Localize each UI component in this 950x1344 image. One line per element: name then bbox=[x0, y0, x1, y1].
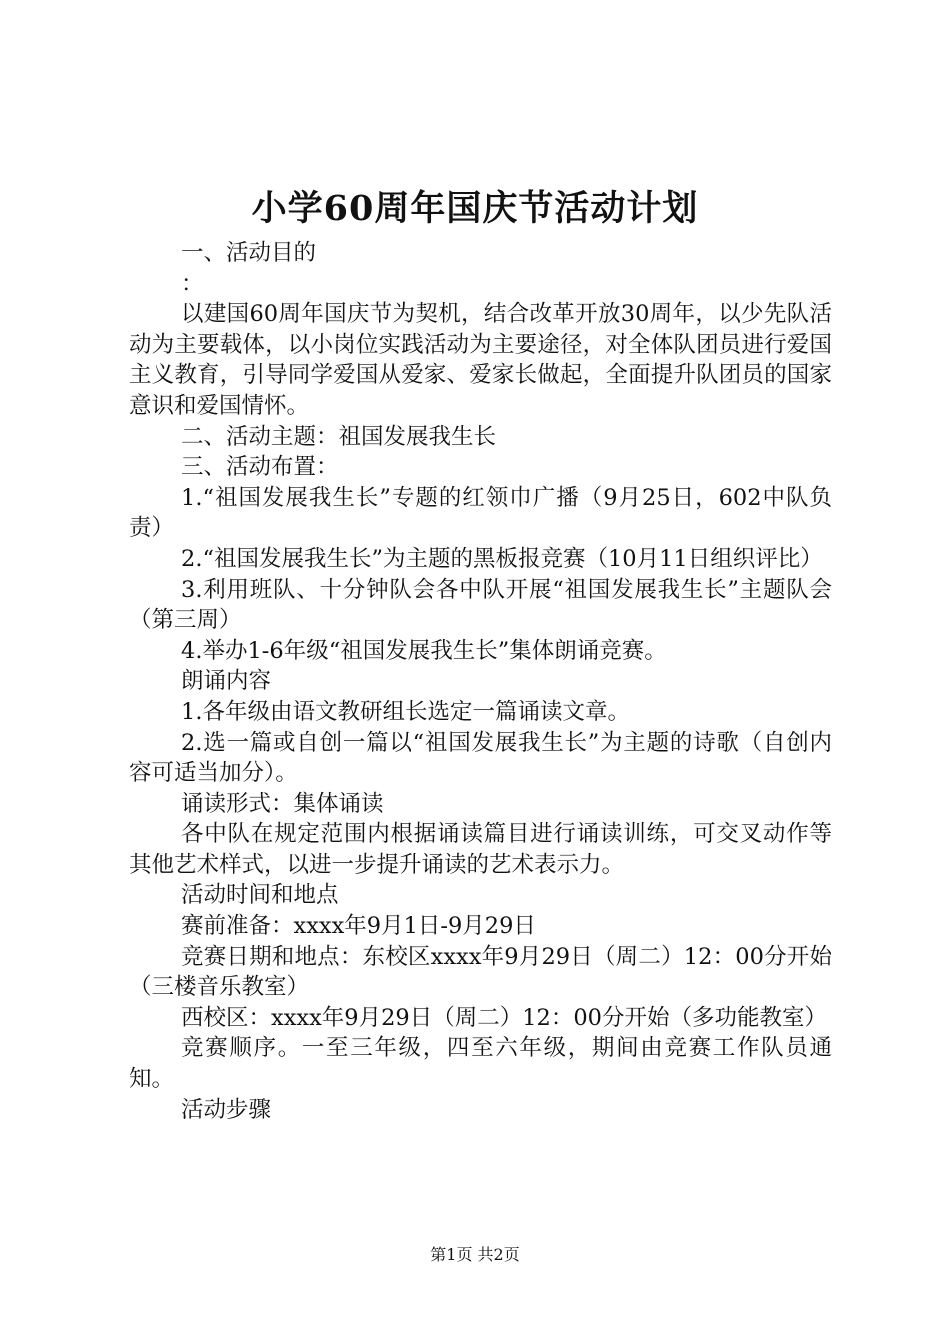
list-item-broadcast: 1.“祖国发展我生长”专题的红领巾广播（9月25日，602中队负责） bbox=[129, 484, 832, 542]
list-item-blackboard: 2.“祖国发展我生长”为主题的黑板报竞赛（10月11日组织评比） bbox=[181, 545, 823, 572]
paragraph-east-campus: 竞赛日期和地点：东校区xxxx年9月29日（周二）12：00分开始（三楼音乐教室） bbox=[129, 943, 832, 1001]
list-item-poem: 2.选一篇或自创一篇以“祖国发展我生长”为主题的诗歌（自创内容可适当加分）。 bbox=[129, 729, 832, 787]
list-item-team-meeting: 3.利用班队、十分钟队会各中队开展“祖国发展我生长”主题队会（第三周） bbox=[129, 576, 832, 634]
subheading-steps: 活动步骤 bbox=[181, 1096, 272, 1123]
paragraph-training: 各中队在规定范围内根据诵读篇目进行诵读训练，可交叉动作等其他艺术样式，以进一步提升诵读的艺术表示力。 bbox=[129, 821, 832, 878]
section-heading-arrangement: 三、活动布置： bbox=[181, 454, 339, 481]
page-footer: 第1页 共2页 bbox=[430, 1245, 520, 1264]
list-item-recitation-contest: 4.举办1-6年级“祖国发展我生长”集体朗诵竞赛。 bbox=[181, 637, 667, 664]
subheading-time-place: 活动时间和地点 bbox=[181, 882, 339, 909]
paragraph-recitation-form: 诵读形式：集体诵读 bbox=[181, 790, 384, 817]
document-body bbox=[129, 238, 832, 1125]
document-title: 小学60周年国庆节活动计划 bbox=[251, 188, 699, 229]
paragraph-west-campus: 西校区：xxxx年9月29日（周二）12：00分开始（多功能教室） bbox=[181, 1004, 827, 1031]
paragraph-preparation: 赛前准备：xxxx年9月1日-9月29日 bbox=[181, 913, 536, 940]
section-heading-theme: 二、活动主题：祖国发展我生长 bbox=[181, 423, 497, 450]
paragraph-order: 竞赛顺序。一至三年级，四至六年级，期间由竞赛工作队员通知。 bbox=[129, 1035, 832, 1093]
section-heading-purpose: 一、活动目的 bbox=[181, 240, 317, 266]
paragraph-colon: ： bbox=[181, 270, 204, 297]
paragraph-purpose: 以建国60周年国庆节为契机，结合改革开放30周年，以少先队活动为主要载体，以小岗位实践活动为主要途径，对全体队团员进行爱国主义教育，引导同学爱国从爱家、爱家长做起，全面提升队团员的国家意识和爱国情怀。 bbox=[129, 301, 832, 419]
subheading-recitation-content: 朗诵内容 bbox=[181, 668, 272, 695]
list-item-select-article: 1.各年级由语文教研组长选定一篇诵读文章。 bbox=[181, 698, 630, 725]
